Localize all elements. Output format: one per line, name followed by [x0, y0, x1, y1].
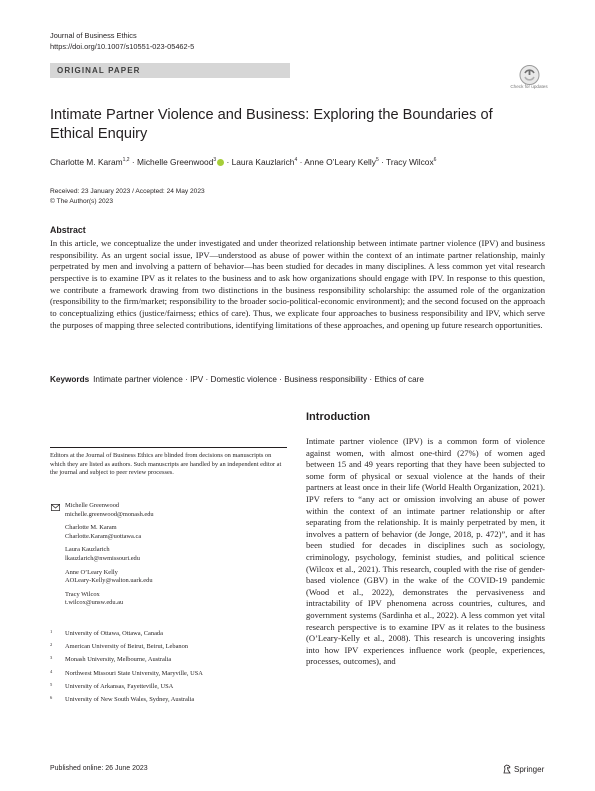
abstract-heading: Abstract	[50, 225, 86, 235]
contact-name: Charlotte M. Karam	[65, 524, 117, 532]
affiliation-text: University of Ottawa, Ottawa, Canada	[65, 630, 163, 637]
article-dates	[50, 187, 205, 207]
received-accepted-dates: Received: 23 January 2023 / Accepted: 24 May 2023	[50, 188, 205, 195]
contact-entry	[65, 569, 285, 586]
author-name[interactable]: Tracy Wilcox	[386, 157, 434, 167]
contact-name: Michelle Greenwood	[65, 502, 120, 509]
author-separator: ·	[297, 157, 305, 167]
affiliation-item	[50, 643, 290, 652]
contact-entry	[65, 546, 285, 563]
contact-email[interactable]: lkauzlarich@nwmissouri.edu	[65, 554, 140, 562]
author-separator: ·	[378, 157, 387, 167]
author-separator: ·	[224, 157, 232, 167]
affiliation-list	[50, 630, 290, 709]
contact-email[interactable]: AOLeary-Kelly@walton.uark.edu	[65, 577, 153, 585]
section-label: ORIGINAL PAPER	[57, 66, 141, 75]
contact-entry	[65, 524, 285, 541]
footnote-divider	[50, 447, 287, 448]
contact-list	[65, 502, 285, 613]
contact-name: Laura Kauzlarich	[65, 546, 110, 554]
affiliation-text: University of Arkansas, Fayetteville, USA	[65, 682, 174, 690]
affiliation-number: 2	[50, 642, 53, 648]
author-list	[50, 157, 436, 167]
springer-horse-icon	[502, 764, 512, 774]
contact-name: Anne O’Leary Kelly	[65, 568, 118, 576]
affiliation-item	[50, 670, 290, 679]
keywords-list: Intimate partner violence · IPV · Domestic violence · Business responsibility · Ethics of care	[93, 375, 424, 384]
author-affiliation-ref: 6	[433, 157, 437, 163]
contact-email[interactable]: Charlotte.Karam@uottawa.ca	[65, 532, 142, 540]
contact-email[interactable]: michelle.greenwood@monash.edu	[65, 510, 154, 518]
affiliation-text: Northwest Missouri State University, Maryville, USA	[65, 669, 203, 677]
affiliation-item	[50, 656, 290, 665]
journal-header	[50, 30, 194, 52]
published-online-date: Published online: 26 June 2023	[50, 765, 148, 772]
contact-email[interactable]: t.wilcox@unsw.edu.au	[65, 599, 124, 607]
author-name[interactable]: Laura Kauzlarich	[231, 157, 295, 167]
affiliation-item	[50, 683, 290, 692]
doi-link[interactable]: https://doi.org/10.1007/s10551-023-05462-5	[50, 42, 195, 51]
affiliation-number: 5	[50, 681, 53, 687]
affiliation-number: 6	[50, 694, 53, 700]
publisher-name: Springer	[514, 765, 545, 774]
journal-name: Journal of Business Ethics	[50, 31, 137, 40]
keywords	[50, 375, 545, 384]
check-for-updates-icon[interactable]	[513, 64, 546, 95]
author-affiliation-ref: 1,2	[122, 157, 130, 163]
contact-entry	[65, 502, 285, 519]
check-for-updates-label[interactable]: Check for updates	[510, 84, 548, 89]
contact-name: Tracy Wilcox	[65, 590, 100, 598]
keywords-label: Keywords	[50, 375, 90, 384]
introduction-heading: Introduction	[306, 411, 371, 423]
author-affiliation-ref: 5	[375, 157, 379, 163]
author-affiliation-ref: 3	[213, 157, 217, 163]
author-name[interactable]: Charlotte M. Karam	[50, 157, 123, 167]
author-affiliation-ref: 4	[294, 157, 298, 163]
affiliation-number: 1	[50, 629, 53, 634]
copyright-line: © The Author(s) 2023	[50, 198, 114, 205]
affiliation-item	[50, 630, 290, 639]
envelope-icon	[51, 504, 60, 511]
affiliation-number: 3	[50, 655, 53, 661]
affiliation-text: Monash University, Melbourne, Australia	[65, 656, 172, 664]
article-title: Intimate Partner Violence and Business: Exploring the Boundaries of Ethical Enquiry	[50, 107, 493, 142]
introduction-text: Intimate partner violence (IPV) is a common form of violence against women, with almost one-third (27%) of women aged between 15 and 49 years reporting that they have been subjected to some form of physical or sexual violence at the hands of their partners at least once in their life (World Health Organization, 2021). IPV refers to “any act or omission involving an abuse of power within the context of an intimate partner relationship or after separating from the relationship. It is mainly perpetrated by men, it involves a pattern of behavior (de Jonge, 2018, p. 472)”, and it has been studied for decades in disciplines such as sociology, criminology, psychology, feminist studies, and political science (Wilcox et al., 2021). This research, coupled with the rise of gender-based violence (GBV) in the wake of the COVID-19 pandemic (Wood et al., 2022), demonstrates the pervasiveness and intractability of IPV phenomena across countries, cultures, and government systems (Sardinha et al., 2022). A less common yet vital research perspective is to examine IPV as it relates to the business (O’Leary-Kelly et al., 2008). This research is uncovering insights into how IPV experiences influence work (people, experiences, processes, outcomes), and	[306, 436, 545, 667]
affiliation-text: University of New South Wales, Sydney, Australia	[65, 695, 195, 703]
contact-entry	[65, 591, 285, 608]
author-name[interactable]: Michelle Greenwood	[137, 157, 214, 167]
affiliation-text: American University of Beirut, Beirut, Lebanon	[65, 643, 188, 651]
author-name[interactable]: Anne O’Leary Kelly	[304, 157, 376, 167]
author-separator: ·	[129, 157, 138, 167]
editor-note: Editors at the Journal of Business Ethics are blinded from decisions on manuscripts on which they are listed as authors. Such manuscripts are handled by an independent editor at the journal and subject to peer review processes.	[50, 452, 282, 477]
abstract-text: In this article, we conceptualize the under investigated and under theorized relationship between intimate partner violence (IPV) and business responsibility. As an urgent social issue, IPV—understood as abuse of power within the context of an intimate partner relationship, mainly perpetrated by men and involving a pattern of behavior—has been studied for decades in many disciplines. A less common yet vital research perspective is to examine IPV as it relates to the business and to ask how organizations should engage with IPV. In response to this question, we contribute a framework drawing from two distinctions in the business responsibility scholarship: the assumed role of the organization (responsibility to the firm/market; responsibility to the broader socio-political-economic environment); and the second focused on the approach to conceptualizing ethics (justice/fairness; ethics of care). Thus, we explicate four approaches to business responsibility and IPV, which serve the purposes of mapping three selected contributions, identifying limitations of these approaches, and opening up future research opportunities.	[50, 238, 545, 330]
affiliation-number: 4	[50, 668, 53, 674]
affiliation-item	[50, 696, 290, 705]
